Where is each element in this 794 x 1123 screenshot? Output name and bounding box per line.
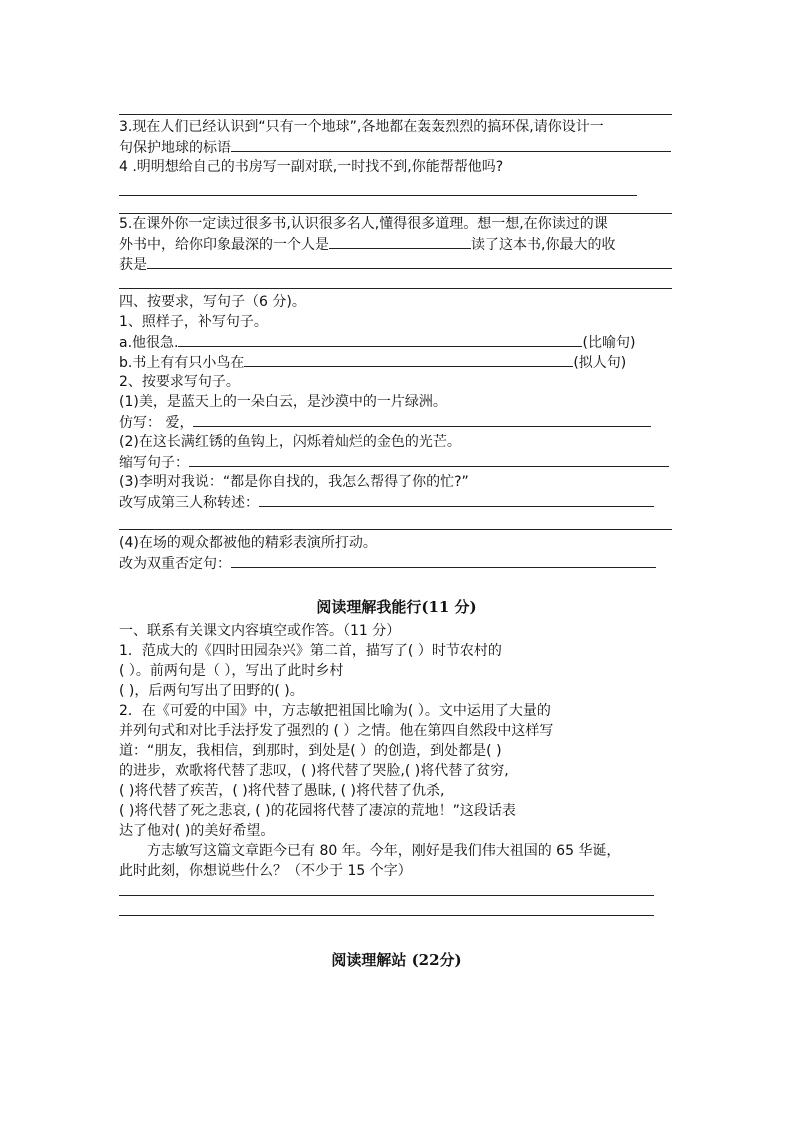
china-line-6: ( )将代替了死之悲哀, ( )的花园将代替了凄凉的荒地！”这段话表: [119, 803, 516, 819]
imitate-prompt: 仿写： 爱，: [119, 415, 194, 431]
essay-answer-line-2[interactable]: [119, 915, 654, 916]
q-shorten-sentence: (2)在这长满红锈的鱼钩上，闪烁着灿烂的金色的光芒。: [119, 434, 461, 450]
spacer: [119, 177, 674, 195]
q-imitate-sentence: (1)美，是蓝天上的一朵白云，是沙漠中的一片绿洲。: [119, 394, 447, 410]
q3-prompt: 句保护地球的标语: [119, 140, 231, 156]
q5-text: 5.在课外你一定读过很多书,认识很多名人,懂得很多道理。想一想,在你读过的课: [119, 216, 608, 232]
imitate-answer-blank[interactable]: [193, 412, 651, 427]
section4-sub1: 1、照样子，补写句子。: [119, 314, 268, 330]
simile-line: [119, 332, 674, 352]
china-line-5: ( )将代替了疾苦，( )将代替了愚昧, ( )将代替了仇杀,: [119, 783, 445, 799]
china-line-4: 的进步，欢歌将代替了悲叹，( )将代替了哭脸,( )将代替了贫穷,: [119, 763, 509, 779]
china-line-7: 达了他对( )的美好希望。: [119, 823, 275, 839]
simile-answer-blank[interactable]: [178, 332, 582, 347]
china-line-1: 2．在《可爱的中国》中，方志敏把祖国比喻为( ）。文中运用了大量的: [119, 703, 551, 719]
double-negative-answer-blank[interactable]: [231, 553, 656, 568]
reading1-intro: 一、联系有关课文内容填空或作答。（11 分）: [119, 623, 401, 639]
reading1-heading: 阅读理解我能行(11 分): [316, 598, 477, 616]
poem-line-3: ( )，后两句写出了田野的( )。: [119, 683, 304, 699]
indirect-prompt: 改写成第三人称转述：: [119, 495, 259, 511]
china-line-2: 并列句式和对比手法抒发了强烈的 ( ）之情。他在第四自然段中这样写: [119, 723, 554, 739]
double-negative-prompt: 改为双重否定句：: [119, 556, 231, 572]
shorten-line: [119, 452, 674, 472]
poem-line-1: 1．范成大的《四时田园杂兴》第二首，描写了( ）时节农村的: [119, 643, 502, 659]
simile-label: a.他很急.: [119, 335, 179, 351]
section4-title: 四、按要求，写句子（6 分)。: [119, 294, 306, 310]
indirect-line: [119, 492, 674, 512]
personification-line: [119, 352, 674, 372]
essay-prompt-2: 此时此刻，你想说些什么？（不少于 15 个字）: [119, 863, 412, 879]
q-indirect-speech: (3)李明对我说：“都是你自找的，我怎么帮得了你的忙?”: [119, 474, 469, 490]
q4-text: 4 .明明想给自己的书房写一副对联,一时找不到,你能帮帮他吗?: [119, 159, 504, 175]
answer-line[interactable]: [119, 114, 672, 115]
spacer: [119, 881, 674, 895]
q5-prompt-c: 获是: [119, 257, 147, 273]
indirect-answer-blank[interactable]: [259, 492, 654, 507]
indirect-answer-line-2[interactable]: [119, 529, 672, 530]
section4-sub2: 2、按要求写句子。: [119, 374, 240, 390]
q-double-negative: (4)在场的观众都被他的精彩表演所打动。: [119, 535, 377, 551]
poem-line-2: ( ）。前两句是（ ），写出了此时乡村: [119, 663, 344, 679]
shorten-prompt: 缩写句子：: [119, 455, 189, 471]
slogan-answer-blank[interactable]: [231, 137, 671, 152]
spacer: [119, 196, 674, 213]
worksheet-page: [119, 100, 674, 970]
harvest-answer-blank[interactable]: [147, 254, 672, 269]
q5-harvest-line: [119, 254, 674, 274]
person-answer-blank[interactable]: [329, 234, 471, 249]
q5-person-line: [119, 234, 674, 254]
reading2-heading: 阅读理解站 (22分): [331, 951, 462, 969]
china-line-3: 道：“朋友，我相信，到那时，到处是( ）的创造，到处都是( ): [119, 743, 502, 759]
q5-prompt-a: 外书中，给你印象最深的一个人是: [119, 237, 329, 253]
imitate-line: [119, 412, 674, 432]
double-negative-line: [119, 553, 674, 573]
essay-prompt-1: 方志敏写这篇文章距今已有 80 年。今年，刚好是我们伟大祖国的 65 华诞，: [147, 843, 621, 859]
spacer: [119, 512, 674, 529]
shorten-answer-blank[interactable]: [189, 452, 669, 467]
personification-answer-blank[interactable]: [244, 352, 573, 367]
spacer: [119, 274, 674, 288]
simile-tag: (比喻句): [582, 335, 636, 351]
q3-text: 3.现在人们已经认识到“只有一个地球”,各地都在轰轰烈烈的搞环保,请你设计一: [119, 119, 604, 135]
q3-slogan-line: [119, 137, 674, 157]
harvest-answer-line-2[interactable]: [119, 288, 672, 289]
spacer: [119, 100, 674, 114]
spacer: [119, 896, 674, 915]
personification-label: b.书上有有只小鸟在: [119, 355, 245, 371]
q5-prompt-b: 读了这本书,你最大的收: [471, 237, 616, 253]
personification-tag: (拟人句): [573, 355, 627, 371]
